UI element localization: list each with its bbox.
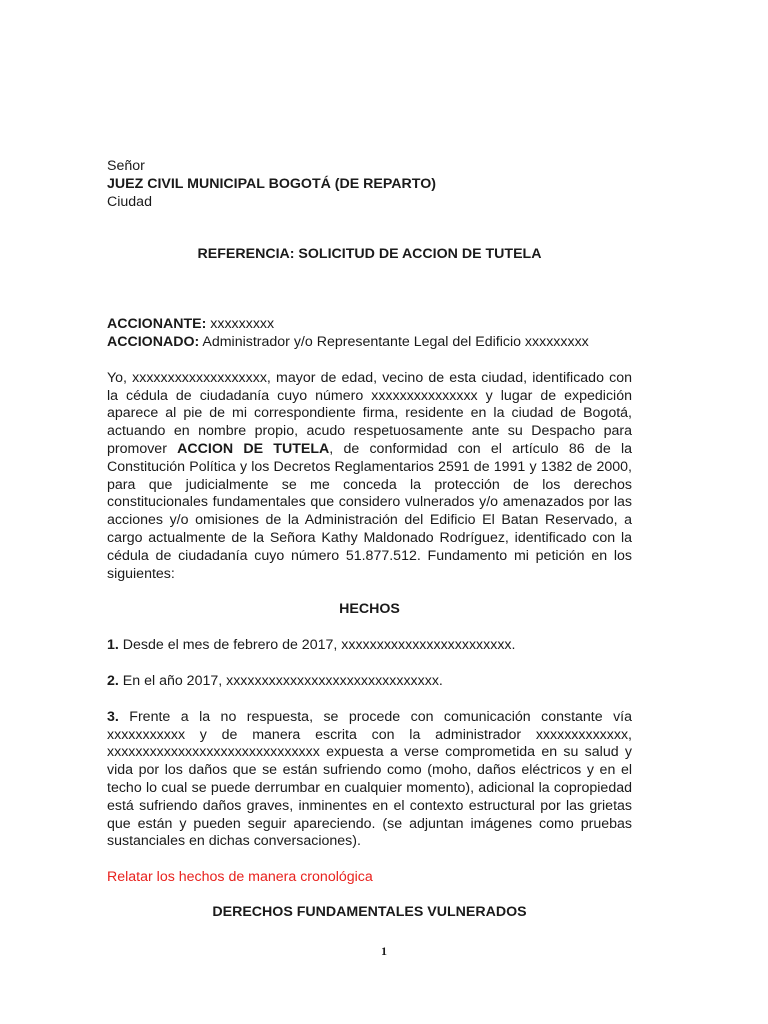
intro-text-end: , de conformidad con el artículo 86 de la Constitución Política y los Decretos Reglamentarios 2591 de 1991 y 1382 de 2000, para que judicialmente se me conceda la protección de los derechos constitucionales fundamentales que considero vulnerados y/o amenazados por las acciones y/o omisiones de la Administración del Edificio El Batan Reservado, a cargo actualmente de la Señora Kathy Maldonado Rodríguez, identificado con la cédula de ciudadanía cuyo número 51.877.512. Fundamento mi petición en los siguientes:	[107, 440, 632, 582]
accionante-label: ACCIONANTE:	[107, 316, 207, 333]
document-body	[107, 158, 632, 922]
salutation: Señor	[107, 158, 145, 174]
addressee-block	[107, 158, 632, 211]
accionado-line	[107, 334, 632, 352]
hecho-number: 2.	[107, 672, 119, 689]
intro-bold-action: ACCION DE TUTELA	[177, 440, 330, 457]
intro-paragraph	[107, 370, 632, 584]
instruction-note: Relatar los hechos de manera cronológica	[107, 869, 373, 886]
page-number: 1	[381, 944, 387, 958]
intro-text-start: Yo, xxxxxxxxxxxxxxxxxxx, mayor de edad, vecino de esta ciudad, identificado con la cédula de ciudadanía cuyo número xxxxxxxxxxxxxxx y lugar de expedición aparece al pie de mi correspondiente firma, residente en la ciudad de Bogotá, actuando en nombre propio, acudo respetuosamente ante su Despacho para promover	[107, 369, 632, 457]
hechos-heading: HECHOS	[339, 601, 400, 618]
hecho-number: 1.	[107, 637, 119, 654]
parties-block	[107, 316, 632, 352]
accionante-value: xxxxxxxxx	[206, 316, 275, 333]
hecho-item-2	[107, 673, 632, 691]
hecho-text: Desde el mes de febrero de 2017, xxxxxxxxxxxxxxxxxxxxxxxx.	[118, 637, 516, 654]
derechos-heading: DERECHOS FUNDAMENTALES VULNERADOS	[212, 903, 527, 920]
hecho-item-3	[107, 709, 632, 851]
hecho-text: En el año 2017, xxxxxxxxxxxxxxxxxxxxxxxxxxxxxx.	[118, 672, 443, 689]
city: Ciudad	[107, 193, 152, 210]
hecho-number: 3.	[107, 708, 119, 725]
hecho-item-1	[107, 637, 632, 655]
accionado-value: Administrador y/o Representante Legal del Edificio xxxxxxxxx	[199, 333, 589, 350]
reference-heading: REFERENCIA: SOLICITUD DE ACCION DE TUTELA	[197, 246, 542, 263]
accionante-line	[107, 316, 632, 334]
judge-title: JUEZ CIVIL MUNICIPAL BOGOTÁ (DE REPARTO)	[107, 175, 436, 192]
hecho-text: Frente a la no respuesta, se procede con comunicación constante vía xxxxxxxxxxx y de manera escrita con la administrador xxxxxxxxxxxxx, xxxxxxxxxxxxxxxxxxxxxxxxxxxxxx expuesta a verse comprometida en su salud y vida por los daños que se están sufriendo como (moho, daños eléctricos y en el techo lo cual se puede derrumbar en cualquier momento), adicional la copropiedad está sufriendo daños graves, inminentes en el contexto estructural por las grietas que están y pueden seguir apareciendo. (se adjuntan imágenes como pruebas sustanciales en dichas conversaciones).	[107, 708, 632, 850]
accionado-label: ACCIONADO:	[107, 333, 200, 350]
